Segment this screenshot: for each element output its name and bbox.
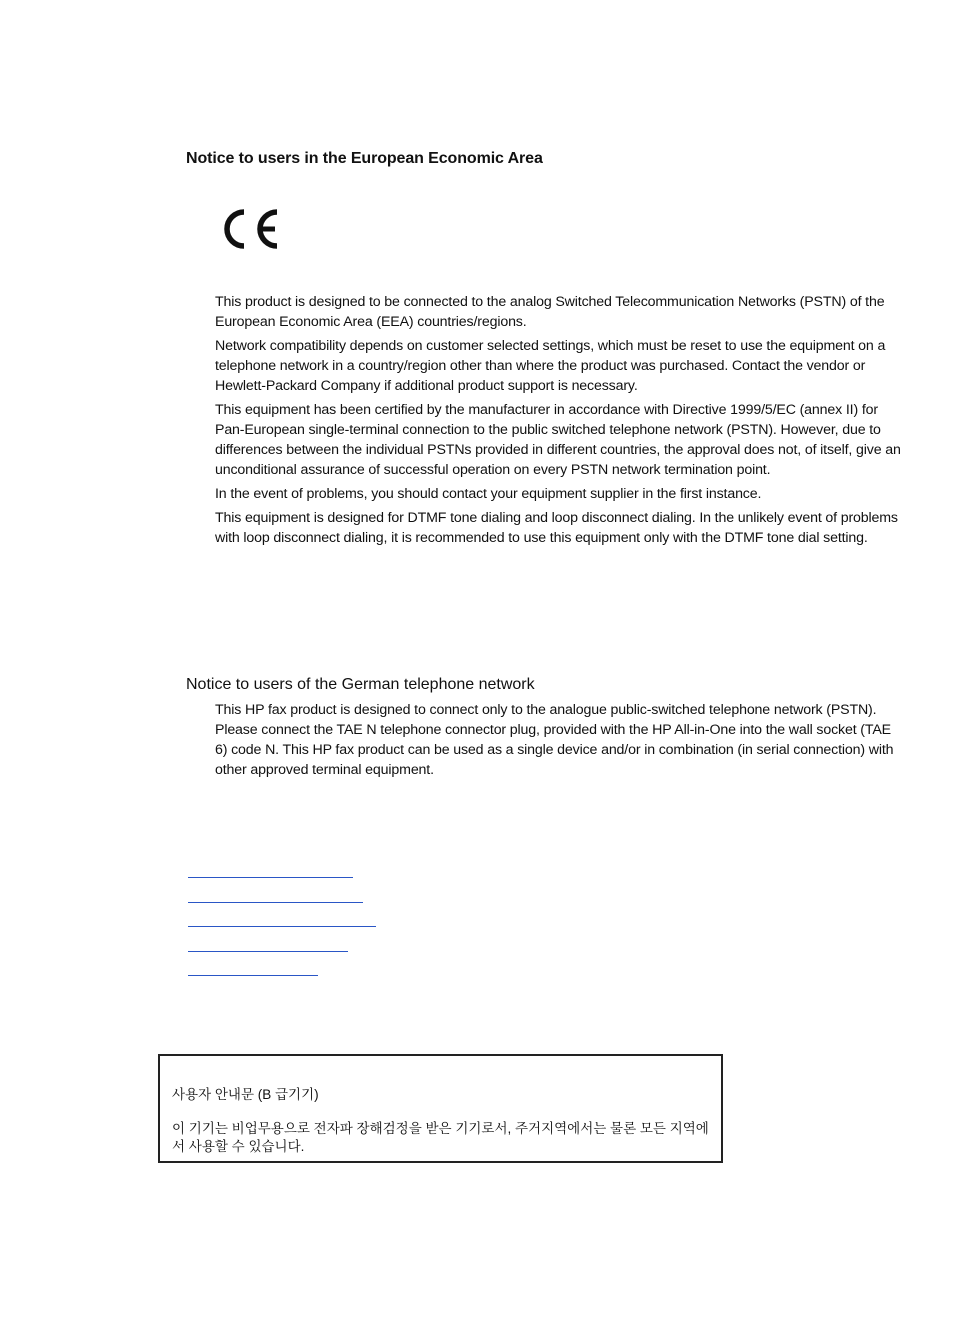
- link-underline[interactable]: [188, 926, 376, 927]
- eea-paragraph: This equipment has been certified by the manufacturer in accordance with Directive 1999/5/EC (annex II) for Pan-European single-terminal connection to the public switched telephone network (PSTN). However, due to differences between the individual PSTNs provided in different countries, the approval does not, of itself, give an unconditional assurance of successful operation on every PSTN network termination point.: [215, 402, 901, 478]
- ce-mark-icon: [214, 204, 284, 254]
- korea-notice-text: 이 기기는 비업무용으로 전자파 장해검정을 받은 기기로서, 주거지역에서는 물론 모든 지역에서 사용할 수 있습니다.: [172, 1121, 709, 1154]
- korea-notice-title: 사용자 안내문 (B 급기기): [172, 1087, 319, 1102]
- german-paragraph: This HP fax product is designed to connect only to the analogue public-switched telephone network (PSTN). Please connect the TAE N telephone connector plug, provided with the HP All-in-One into the wall socket (TAE 6) code N. This HP fax product can be used as a single device and/or in combination (in serial connection) with other approved terminal equipment.: [215, 702, 894, 778]
- eea-paragraph: Network compatibility depends on customer selected settings, which must be reset to use the equipment on a telephone network in a country/region other than where the product was purchased. Contact the vendor or Hewlett-Packard Company if additional product support is necessary.: [215, 338, 886, 394]
- korea-notice-box: [158, 1054, 723, 1163]
- german-notice-heading: Notice to users of the German telephone network: [186, 676, 535, 693]
- link-underline[interactable]: [188, 877, 353, 878]
- eea-notice-heading: Notice to users in the European Economic Area: [186, 150, 543, 167]
- link-underline[interactable]: [188, 975, 318, 976]
- eea-paragraph: This product is designed to be connected to the analog Switched Telecommunication Networks (PSTN) of the European Economic Area (EEA) countries/regions.: [215, 294, 885, 330]
- eea-paragraph: In the event of problems, you should contact your equipment supplier in the first instance.: [215, 486, 762, 502]
- german-notice-body: [215, 700, 905, 784]
- eea-paragraph: This equipment is designed for DTMF tone dialing and loop disconnect dialing. In the unlikely event of problems with loop disconnect dialing, it is recommended to use this equipment only with the DTMF tone dial setting.: [215, 510, 898, 546]
- eea-notice-body: [215, 292, 905, 552]
- link-underline[interactable]: [188, 951, 348, 952]
- link-underline[interactable]: [188, 902, 363, 903]
